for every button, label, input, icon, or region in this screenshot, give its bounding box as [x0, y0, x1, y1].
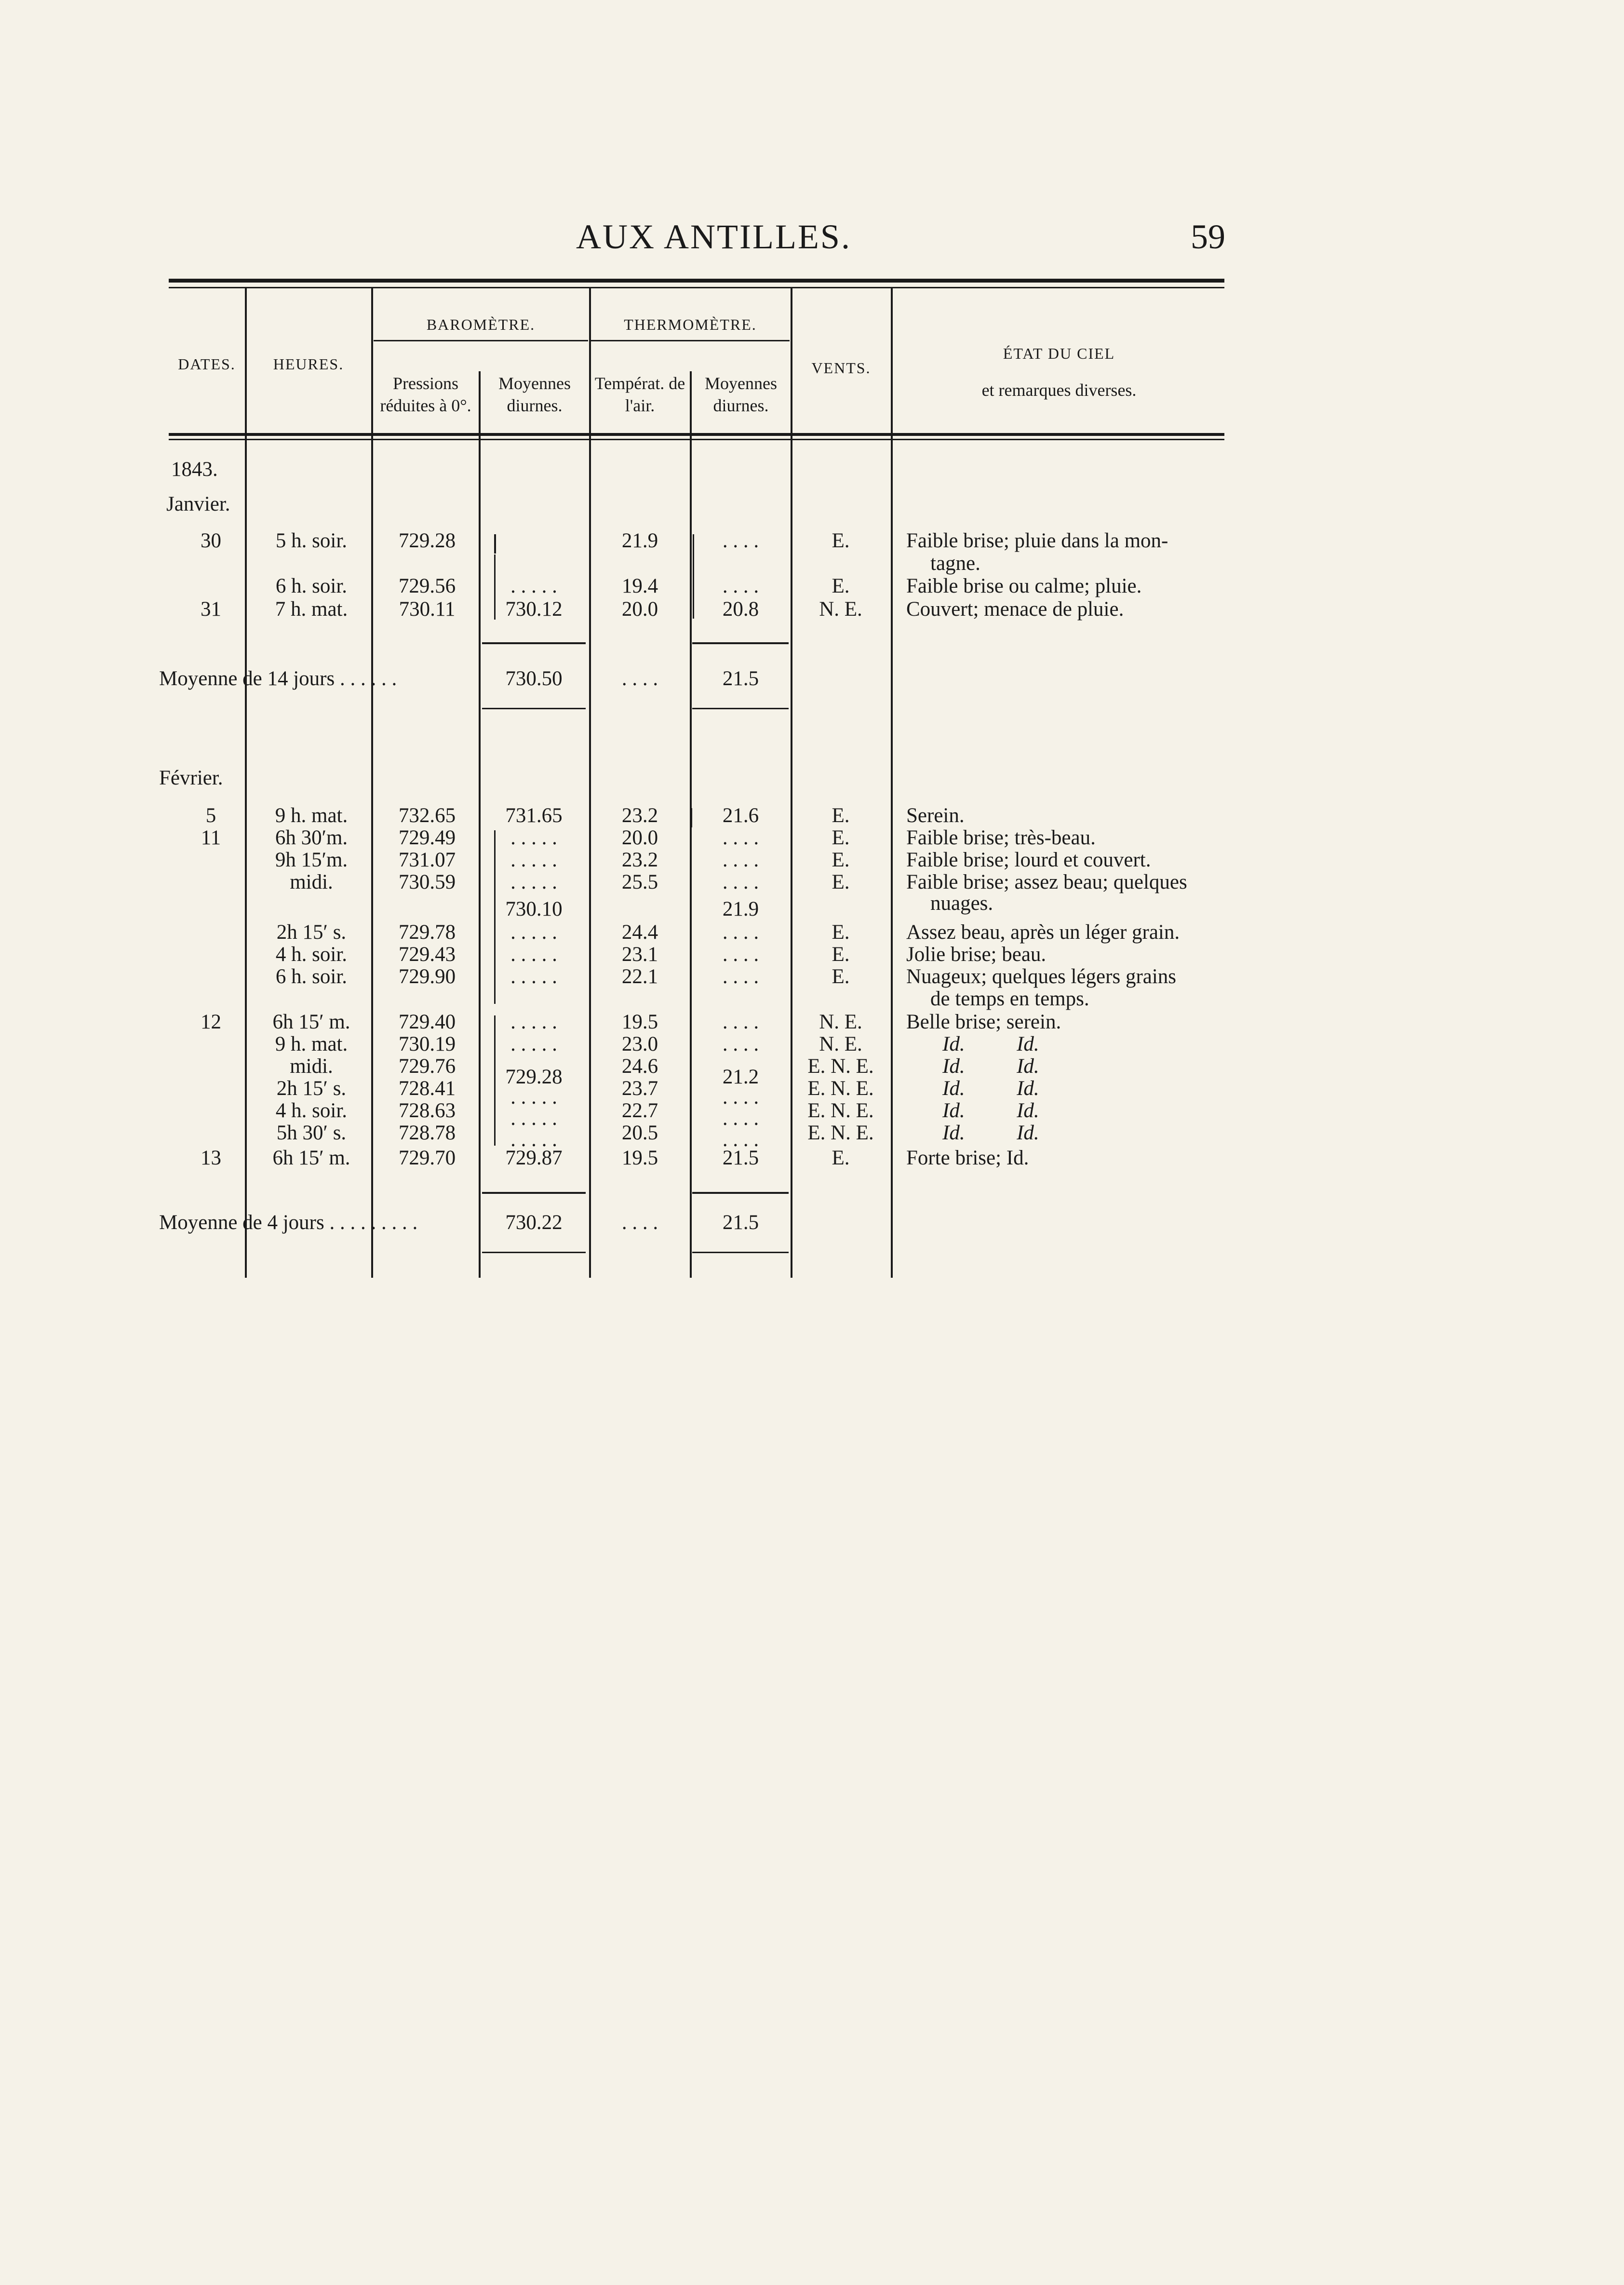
wind-cell: E.	[832, 849, 850, 871]
baro-mean-cell: 730.12	[505, 598, 563, 621]
baro-mean-cell: . . . . .	[510, 965, 557, 988]
baro-moyennes-header: Moyennes diurnes.	[498, 374, 571, 415]
thermo-group-rule	[591, 340, 790, 341]
wind-cell: E. N. E.	[807, 1099, 874, 1122]
brace-mark	[494, 554, 496, 620]
time-cell: 2h 15′ s.	[276, 921, 347, 944]
remark-cell: Serein.	[906, 804, 965, 827]
temp-mean-cell: 21.9	[722, 898, 759, 920]
time-cell: 5h 30′ s.	[276, 1122, 347, 1144]
time-cell: 6h 30′m.	[275, 826, 348, 849]
pressure-cell: 729.49	[398, 826, 456, 849]
temp-mean-cell: . . . .	[722, 529, 759, 552]
remark-cell: Id. Id.	[942, 1122, 1039, 1144]
summary-rule	[482, 642, 586, 644]
pressure-cell: 728.63	[398, 1099, 456, 1122]
remark-cell: Belle brise; serein.	[906, 1011, 1061, 1033]
remark-cell: Jolie brise; beau.	[906, 943, 1047, 966]
temp-cell: 21.9	[621, 529, 658, 552]
pressure-cell: 730.19	[398, 1033, 456, 1055]
date-cell: 30	[201, 529, 221, 552]
brace-mark	[690, 830, 692, 1004]
temp-cell: 19.5	[621, 1011, 658, 1033]
time-cell: midi.	[290, 871, 333, 893]
remark-cell: Faible brise; lourd et couvert.	[906, 849, 1151, 871]
temp-cell: 19.4	[621, 575, 658, 597]
temp-cell: 22.1	[621, 965, 658, 988]
time-cell: 6h 15′ m.	[272, 1147, 350, 1169]
baro-group-rule	[374, 340, 588, 341]
summary-rule	[692, 1192, 789, 1194]
remark-cell: Assez beau, après un léger grain.	[906, 921, 1180, 944]
pressure-cell: 731.07	[398, 849, 456, 871]
temp-cell: 23.2	[621, 804, 658, 827]
remark-cell: Id. Id.	[942, 1055, 1039, 1078]
brace-mark	[494, 534, 496, 554]
pressure-cell: 728.78	[398, 1122, 456, 1144]
pressure-cell: 729.70	[398, 1147, 456, 1169]
wind-cell: E.	[832, 921, 850, 944]
remark-cell: nuages.	[930, 892, 993, 915]
time-cell: 5 h. soir.	[275, 529, 348, 552]
temp-mean-cell: . . . .	[722, 1128, 759, 1151]
dates-header: DATES.	[178, 355, 236, 373]
temp-mean-cell: . . . .	[722, 943, 759, 966]
summary-label: Moyenne de 4 jours . . . . . . . . .	[159, 1211, 418, 1234]
temp-mean-cell: . . . .	[722, 965, 759, 988]
remark-cell: Faible brise ou calme; pluie.	[906, 575, 1142, 597]
temp-mean-cell: 21.5	[722, 1147, 759, 1169]
time-cell: 4 h. soir.	[275, 943, 348, 966]
temp-mean-cell: . . . .	[722, 1033, 759, 1055]
summary-baro-mean: 730.22	[505, 1211, 563, 1234]
temp-cell: 20.5	[621, 1122, 658, 1144]
wind-cell: E.	[832, 1147, 850, 1169]
temp-cell: 24.4	[621, 921, 658, 944]
time-cell: 9h 15′m.	[275, 849, 348, 871]
wind-cell: E. N. E.	[807, 1055, 874, 1078]
time-cell: 9 h. mat.	[275, 1033, 348, 1055]
top-rule	[169, 279, 1224, 283]
baro-mean-cell: . . . . .	[510, 849, 557, 871]
header-rule	[169, 433, 1224, 436]
date-cell: 13	[201, 1147, 221, 1169]
temp-mean-cell: . . . .	[722, 826, 759, 849]
temp-mean-cell: . . . .	[722, 1011, 759, 1033]
etat-header: ÉTAT DU CIEL	[1003, 345, 1115, 362]
wind-cell: N. E.	[819, 1033, 862, 1055]
brace-mark	[494, 1015, 496, 1146]
pressure-cell: 730.59	[398, 871, 456, 893]
pressure-cell: 729.43	[398, 943, 456, 966]
remark-cell: tagne.	[930, 552, 980, 575]
wind-cell: N. E.	[819, 1011, 862, 1033]
summary-rule	[482, 1252, 586, 1253]
summary-rule	[482, 708, 586, 709]
remark-cell: Forte brise; Id.	[906, 1147, 1029, 1169]
remark-cell: Id. Id.	[942, 1033, 1039, 1055]
header-rule-thin	[169, 439, 1224, 440]
col-divider	[891, 288, 893, 1278]
brace-mark	[494, 830, 496, 1004]
time-cell: 6h 15′ m.	[272, 1011, 350, 1033]
temp-cell: 23.1	[621, 943, 658, 966]
temp-mean-cell: . . . .	[722, 871, 759, 893]
time-cell: midi.	[290, 1055, 333, 1078]
wind-cell: E. N. E.	[807, 1077, 874, 1100]
temp-cell: 24.6	[621, 1055, 658, 1078]
time-cell: 4 h. soir.	[275, 1099, 348, 1122]
pressure-cell: 730.11	[399, 598, 456, 621]
running-title: AUX ANTILLES.	[576, 217, 851, 256]
brace-mark	[693, 534, 694, 619]
temp-cell: 20.0	[621, 826, 658, 849]
remark-cell: de temps en temps.	[930, 987, 1089, 1010]
wind-cell: E.	[832, 826, 850, 849]
pressure-cell: 729.40	[398, 1011, 456, 1033]
wind-cell: E.	[832, 804, 850, 827]
summary-rule	[692, 642, 789, 644]
wind-cell: E.	[832, 575, 850, 597]
wind-cell: E. N. E.	[807, 1122, 874, 1144]
time-cell: 7 h. mat.	[275, 598, 348, 621]
summary-temp-mean: 21.5	[722, 1211, 759, 1234]
summary-rule	[692, 708, 789, 709]
summary-baro-mean: 730.50	[505, 667, 563, 690]
page-number: 59	[1191, 217, 1225, 256]
temp-mean-cell: . . . .	[722, 849, 759, 871]
remark-cell: Nuageux; quelques légers grains	[906, 965, 1177, 988]
month-label: Janvier.	[166, 493, 230, 515]
baro-mean-cell: . . . . .	[510, 1011, 557, 1033]
wind-cell: E.	[832, 965, 850, 988]
pressure-cell: 729.28	[398, 529, 456, 552]
temp-cell: 23.0	[621, 1033, 658, 1055]
date-cell: 12	[201, 1011, 221, 1033]
wind-cell: E.	[832, 943, 850, 966]
wind-cell: E.	[832, 871, 850, 893]
temp-mean-cell: . . . .	[722, 1086, 759, 1109]
baro-mean-cell: 729.87	[505, 1147, 563, 1169]
remark-cell: Faible brise; pluie dans la mon-	[906, 529, 1168, 552]
pressure-cell: 732.65	[398, 804, 456, 827]
baro-mean-cell: . . . . .	[510, 1128, 557, 1151]
summary-temp-mean: 21.5	[722, 667, 759, 690]
temp-mean-cell: . . . .	[722, 1107, 759, 1130]
year-label: 1843.	[171, 458, 218, 481]
remark-cell: Faible brise; assez beau; quelques	[906, 871, 1187, 893]
pressions-header: Pressions réduites à 0°.	[380, 374, 471, 415]
temp-cell: 23.2	[621, 849, 658, 871]
page-header	[0, 217, 1624, 260]
vents-header: VENTS.	[811, 359, 871, 377]
temp-cell: 22.7	[621, 1099, 658, 1122]
pressure-cell: 729.90	[398, 965, 456, 988]
baro-mean-cell: 730.10	[505, 898, 563, 920]
temp-cell: 19.5	[621, 1147, 658, 1169]
baro-mean-cell: 731.65	[505, 804, 563, 827]
baro-mean-cell: . . . . .	[510, 575, 557, 597]
pressure-cell: 728.41	[398, 1077, 456, 1100]
temp-cell: 25.5	[621, 871, 658, 893]
temp-mean-cell: . . . .	[722, 921, 759, 944]
baro-mean-cell: . . . . .	[510, 1086, 557, 1109]
wind-cell: N. E.	[819, 598, 862, 621]
time-cell: 2h 15′ s.	[276, 1077, 347, 1100]
etat-subheader: et remarques diverses.	[981, 380, 1137, 400]
summary-label: Moyenne de 14 jours . . . . . .	[159, 667, 397, 690]
baro-mean-cell: . . . . .	[510, 1107, 557, 1130]
temp-mean-cell: . . . .	[722, 575, 759, 597]
remark-cell: Couvert; menace de pluie.	[906, 598, 1124, 621]
wind-cell: E.	[832, 529, 850, 552]
time-cell: 9 h. mat.	[275, 804, 348, 827]
remark-cell: Id. Id.	[942, 1099, 1039, 1122]
date-cell: 5	[205, 804, 216, 827]
pressure-cell: 729.76	[398, 1055, 456, 1078]
brace-mark	[690, 808, 692, 827]
thermo-moyennes-header: Moyennes diurnes.	[705, 374, 777, 415]
summary-temp: . . . .	[621, 667, 658, 690]
summary-temp: . . . .	[621, 1211, 658, 1234]
remark-cell: Faible brise; très-beau.	[906, 826, 1096, 849]
temp-mean-cell: 21.2	[722, 1066, 759, 1088]
baro-mean-cell: . . . . .	[510, 1033, 557, 1055]
baro-mean-cell: 729.28	[505, 1066, 563, 1088]
baro-mean-cell: . . . . .	[510, 871, 557, 893]
thermometre-group-header: THERMOMÈTRE.	[624, 316, 757, 333]
time-cell: 6 h. soir.	[275, 575, 348, 597]
date-cell: 31	[201, 598, 221, 621]
summary-rule	[692, 1252, 789, 1253]
temp-mean-cell: 20.8	[722, 598, 759, 621]
remark-cell: Id. Id.	[942, 1077, 1039, 1100]
date-cell: 11	[201, 826, 221, 849]
brace-mark	[690, 1015, 692, 1146]
barometre-group-header: BAROMÈTRE.	[426, 316, 536, 333]
brace-mark	[589, 808, 591, 827]
heures-header: HEURES.	[273, 355, 344, 373]
col-divider	[791, 288, 792, 1278]
temp-cell: 20.0	[621, 598, 658, 621]
pressure-cell: 729.78	[398, 921, 456, 944]
time-cell: 6 h. soir.	[275, 965, 348, 988]
temp-cell: 23.7	[621, 1077, 658, 1100]
baro-mean-cell: . . . . .	[510, 943, 557, 966]
baro-mean-cell: . . . . .	[510, 921, 557, 944]
summary-rule	[482, 1192, 586, 1194]
top-rule-thin	[169, 287, 1224, 288]
temp-mean-cell: 21.6	[722, 804, 759, 827]
temperat-header: Températ. de l'air.	[594, 374, 685, 415]
baro-mean-cell: . . . . .	[510, 826, 557, 849]
month-label: Février.	[159, 767, 223, 789]
pressure-cell: 729.56	[398, 575, 456, 597]
